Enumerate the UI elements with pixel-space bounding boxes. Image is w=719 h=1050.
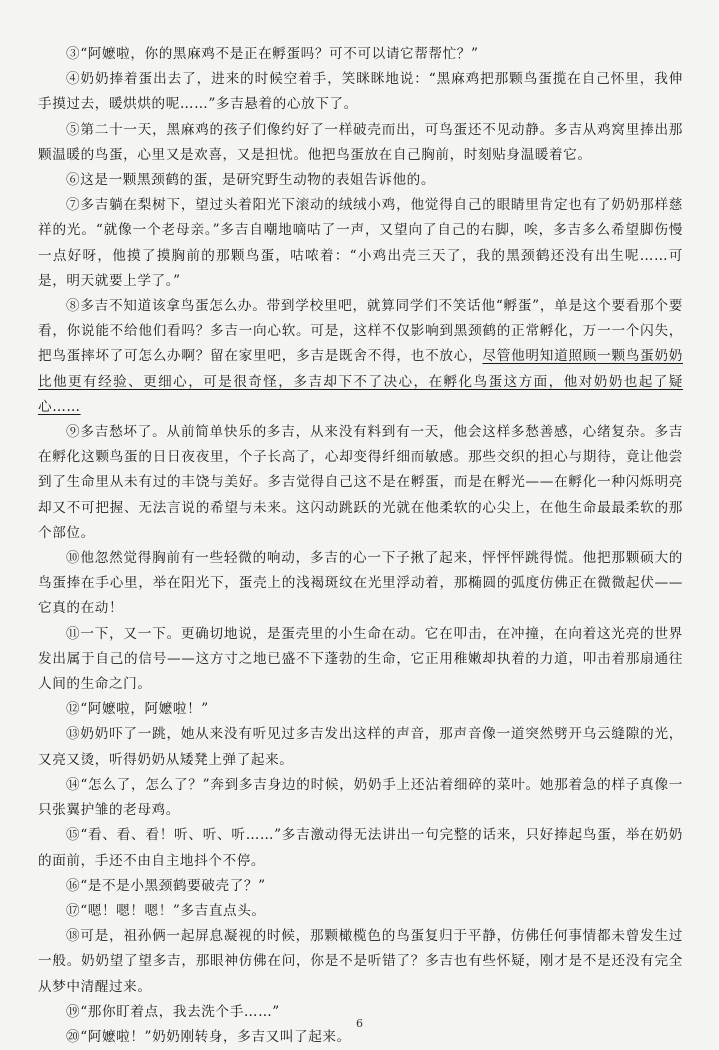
paragraph-4 xyxy=(38,67,683,117)
paragraph-text: “怎么了，怎么了？”奔到多吉身边的时候，奶奶手上还沾着细碎的菜叶。她那着急的样子真像一只张翼护雏的老母鸡。 xyxy=(38,776,683,819)
paragraph-number: ⑥ xyxy=(66,172,81,189)
paragraph-18 xyxy=(38,924,683,1000)
paragraph-text: “是不是小黑颈鹤要破壳了？” xyxy=(80,877,266,894)
paragraph-number: ⑳ xyxy=(66,1028,81,1045)
paragraph-number: ⑧ xyxy=(66,298,81,315)
paragraph-text: 奶奶吓了一跳，她从来没有听见过多吉发出这样的声音，那声音像一道突然劈开乌云缝隙的光，又亮又烫，听得奶奶从矮凳上弹了起来。 xyxy=(38,726,683,768)
paragraph-text: 多吉不知道该拿鸟蛋怎么办。带到学校里吧，就算同学们不笑话他“孵蛋”，单是这个要看那个要看，你说能不给他们看吗？多吉一向心软。可是，这样不仅影响到黑颈鹤的正常孵化，万一一个闪失，把鸟蛋摔坏了可怎么办啊？留在家里吧，多吉是既舍不得，也不放心， xyxy=(38,298,683,365)
paragraph-text: 可是，祖孙俩一起屏息凝视的时候，那颗橄榄色的鸟蛋复归于平静，仿佛任何事情都未曾发生过一般。奶奶望了望多吉，那眼神仿佛在问，你是不是听错了？多吉也有些怀疑，刚才是不是还没有完全从梦中清醒过来。 xyxy=(38,928,683,995)
underlined-sentence: 尽管他明知道照顾一颗鸟蛋奶奶比他更有经验、更细心，可是很奇怪，多吉却下不了决心，在孵化鸟蛋这方面，他对奶奶也起了疑心…… xyxy=(38,348,683,415)
paragraph-text: “那你盯着点，我去洗个手……” xyxy=(80,1003,280,1020)
paragraph-number: ⑱ xyxy=(66,928,81,945)
paragraph-text: “阿嬷啦，你的黑麻鸡不是正在孵蛋吗？可不可以请它帮帮忙？” xyxy=(80,46,479,62)
paragraph-number: ⑯ xyxy=(66,877,81,894)
paragraph-number: ⑫ xyxy=(66,701,81,718)
paragraph-11 xyxy=(38,622,683,698)
paragraph-number: ⑪ xyxy=(66,625,81,642)
paragraph-text: “看、看、看！听、听、听……”多吉激动得无法讲出一句完整的话来，只好捧起鸟蛋，举在奶奶的面前，手还不由自主地抖个不停。 xyxy=(38,827,683,869)
paragraph-number: ⑨ xyxy=(66,424,81,441)
paragraph-14 xyxy=(38,773,683,823)
paragraph-text: 这是一颗黑颈鹤的蛋，是研究野生动物的表姐告诉他的。 xyxy=(80,172,436,189)
paragraph-10 xyxy=(38,546,683,622)
paragraph-15 xyxy=(38,823,683,873)
paragraph-number: ⑦ xyxy=(66,197,81,214)
paragraph-text: “阿嬷啦，阿嬷啦！” xyxy=(80,701,209,718)
article-body xyxy=(38,42,683,1050)
paragraph-3 xyxy=(38,42,683,67)
paragraph-17 xyxy=(38,899,683,924)
paragraph-number: ⑮ xyxy=(66,827,81,844)
paragraph-16 xyxy=(38,874,683,899)
paragraph-number: ④ xyxy=(66,71,81,88)
paragraph-text: “阿嬷啦！”奶奶刚转身，多吉又叫了起来。 xyxy=(80,1028,351,1045)
page-number: 6 xyxy=(356,1017,363,1030)
paragraph-number: ⑩ xyxy=(66,550,81,567)
paragraph-number: ⑲ xyxy=(66,1003,81,1020)
paragraph-text: 一下，又一下。更确切地说，是蛋壳里的小生命在动。它在叩击，在冲撞，在向着这光亮的世界发出属于自己的信号——这方寸之地已盛不下蓬勃的生命，它正用稚嫩却执着的力道，叩击着那扇通往人间的生命之门。 xyxy=(38,625,683,693)
paragraph-text: 奶奶捧着蛋出去了，进来的时候空着手，笑眯眯地说：“黑麻鸡把那颗鸟蛋揽在自己怀里，我伸手摸过去，暖烘烘的呢……”多吉悬着的心放下了。 xyxy=(38,71,683,113)
paragraph-number: ⑰ xyxy=(66,902,81,919)
paragraph-12 xyxy=(38,697,683,722)
paragraph-number: ③ xyxy=(66,46,81,62)
paragraph-5 xyxy=(38,118,683,168)
paragraph-number: ⑭ xyxy=(66,776,81,793)
paragraph-text: 他忽然觉得胸前有一些轻微的响动，多吉的心一下子揪了起来，怦怦怦跳得慌。他把那颗硕大的鸟蛋捧在手心里，举在阳光下，蛋壳上的浅褐斑纹在光里浮动着，那椭圆的弧度仿佛正在微微起伏——它真的在动！ xyxy=(38,550,683,617)
paragraph-text: 多吉愁坏了。从前简单快乐的多吉，从来没有料到有一天，他会这样多愁善感，心绪复杂。多吉在孵化这颗鸟蛋的日日夜夜里，个子长高了，心却变得纤细而敏感。那些交织的担心与期待，竟让他尝到了生命里从未有过的丰饶与美好。多吉觉得自己这不是在孵蛋，而是在孵光——在孵化一种闪烁明亮却又不可把握、无法言说的希望与未来。这闪动跳跃的光就在他柔软的心尖上，在他生命最最柔软的那个部位。 xyxy=(38,424,683,541)
paragraph-number: ⑬ xyxy=(66,726,81,743)
paragraph-text: 第二十一天，黑麻鸡的孩子们像约好了一样破壳而出，可鸟蛋还不见动静。多吉从鸡窝里捧出那颗温暖的鸟蛋，心里又是欢喜，又是担忧。他把鸟蛋放在自己胸前，时刻贴身温暖着它。 xyxy=(38,121,683,163)
paragraph-9 xyxy=(38,420,683,546)
paragraph-text: “嗯！嗯！嗯！”多吉直点头。 xyxy=(80,902,266,919)
paragraph-6 xyxy=(38,168,683,193)
paragraph-8 xyxy=(38,294,683,420)
paragraph-number: ⑤ xyxy=(66,121,81,138)
paragraph-7 xyxy=(38,193,683,294)
paragraph-13 xyxy=(38,722,683,772)
paragraph-text: 多吉躺在梨树下，望过头着阳光下滚动的绒绒小鸡，他觉得自己的眼睛里肯定也有了奶奶那样慈祥的光。“就像一个老母亲。”多吉自嘲地嘀咕了一声，又望向了自己的右脚，唉，多吉多么希望脚伤慢一点好呀，他摸了摸胸前的那颗鸟蛋，咕哝着：“小鸡出壳三天了，我的黑颈鹤还没有出生呢……可是，明天就要上学了。” xyxy=(38,197,683,289)
